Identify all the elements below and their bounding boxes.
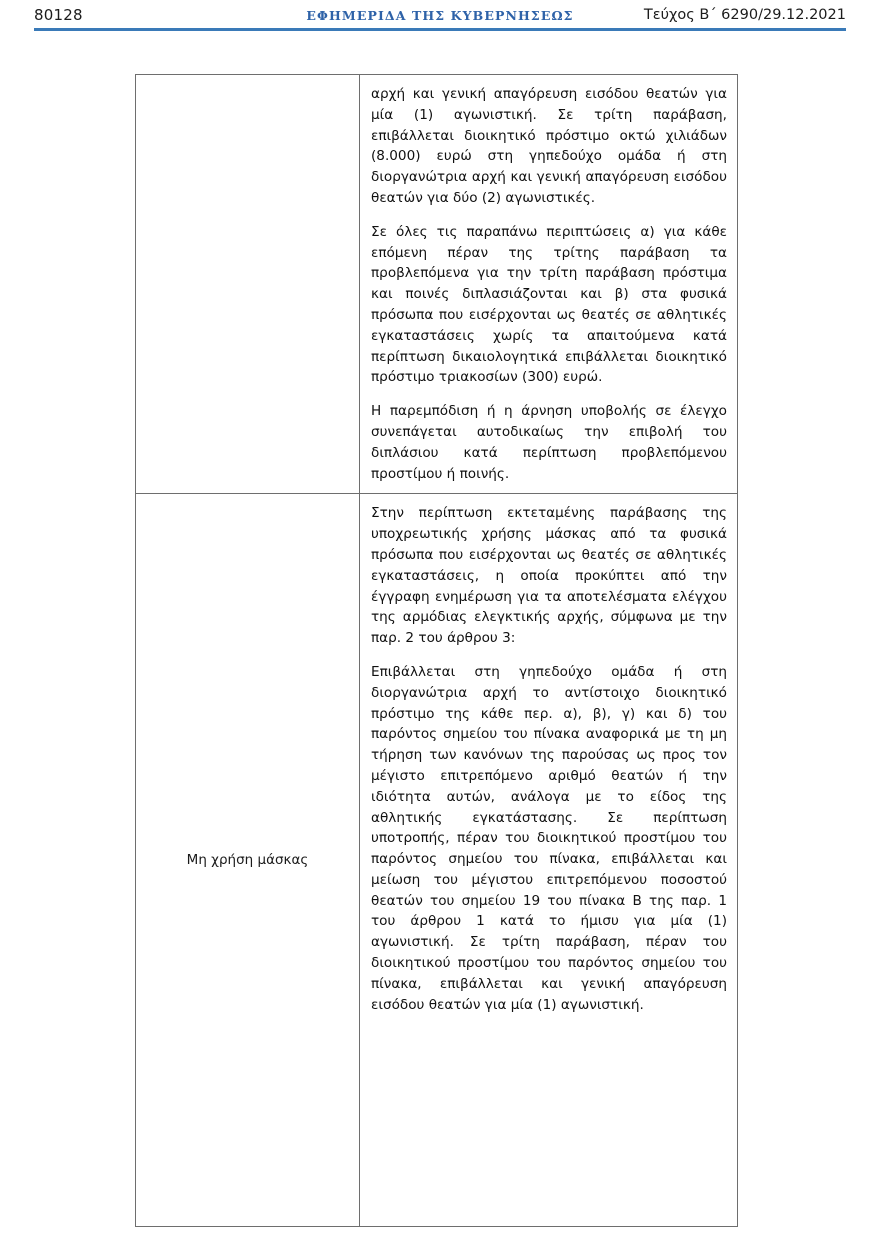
table-cell-body xyxy=(360,75,738,494)
violation-label xyxy=(136,75,359,489)
table-cell-body xyxy=(360,494,738,1227)
paragraph: αρχή και γενική απαγόρευση εισόδου θεατών για μία (1) αγωνιστική. Σε τρίτη παράβαση, επιβάλλεται διοικητικό πρόστιμο οκτώ χιλιάδων (8.000) ευρώ στη γηπεδούχο ομάδα ή στη διοργανώτρια αρχή και γενική απαγόρευση εισόδου θεατών για δύο (2) αγωνιστικές. xyxy=(371,86,727,206)
page-header xyxy=(34,0,846,30)
paragraph: Σε όλες τις παραπάνω περιπτώσεις α) για κάθε επόμενη πέραν της τρίτης παράβαση τα προβλεπόμενα για την τρίτη παράβαση πρόστιμα και ποινές διπλασιάζονται και β) στα φυσικά πρόσωπα που εισέρχονται ως θεατές σε αθλητικές εγκαταστάσεις χωρίς τα απαιτούμενα κατά περίπτωση δικαιολογητικά επιβάλλεται διοικητικό πρόστιμο τριακοσίων (300) ευρώ. xyxy=(371,223,727,386)
table-row xyxy=(136,494,738,1227)
violation-label: Μη χρήση μάσκας xyxy=(186,852,309,869)
penalties-table xyxy=(135,74,738,1227)
header-divider-rule xyxy=(34,28,846,31)
table-cell-label xyxy=(136,494,360,1227)
page-number: 80128 xyxy=(34,6,83,24)
table-row xyxy=(136,75,738,494)
provision-text-block xyxy=(360,494,737,1224)
paragraph: Στην περίπτωση εκτεταμένης παράβασης της υποχρεωτικής χρήσης μάσκας από τα φυσικά πρόσωπα που εισέρχονται ως θεατές σε αθλητικές εγκαταστάσεις, η οποία προκύπτει από την έγγραφη ενημέρωση για τα αποτελέσματα ελέγχου της αρμόδιας ελεγκτικής αρχής, σύμφωνα με την παρ. 2 του άρθρου 3: xyxy=(371,505,727,647)
table-cell-label xyxy=(136,75,360,494)
paragraph: Η παρεμπόδιση ή η άρνηση υποβολής σε έλεγχο συνεπάγεται αυτοδικαίως την επιβολή του διπλάσιου κατά περίπτωση προβλεπόμενου προστίμου ή ποινής. xyxy=(371,403,727,482)
gazette-masthead: ΕΦΗΜΕΡΙΔΑ ΤΗΣ ΚΥΒΕΡΝΗΣΕΩΣ xyxy=(306,7,574,23)
issue-reference: Τεύχος Β΄ 6290/29.12.2021 xyxy=(643,7,846,23)
provision-text-block xyxy=(360,75,737,493)
paragraph: Επιβάλλεται στη γηπεδούχο ομάδα ή στη διοργανώτρια αρχή το αντίστοιχο διοικητικό πρόστιμο της κάθε περ. α), β), γ) και δ) του παρόντος σημείου του πίνακα αναφορικά με τη μη τήρηση των κανόνων της παρούσας ως προς τον μέγιστο επιτρεπόμενο αριθμό θεατών ή την ιδιότητα αυτών, ανάλογα με το είδος της αθλητικής εγκατάστασης. Σε περίπτωση υποτροπής, πέραν του διοικητικού προστίμου του παρόντος σημείου του πίνακα, επιβάλλεται και μείωση του μέγιστου επιτρεπόμενου ποσοστού θεατών του σημείου 19 του πίνακα Β της παρ. 1 του άρθρου 1 κατά το ήμισυ για μία (1) αγωνιστική. Σε τρίτη παράβαση, πέραν του διοικητικού προστίμου του παρόντος σημείου του πίνακα, επιβάλλεται και γενική απαγόρευση εισόδου θεατών για μία (1) αγωνιστική. xyxy=(371,663,727,1013)
